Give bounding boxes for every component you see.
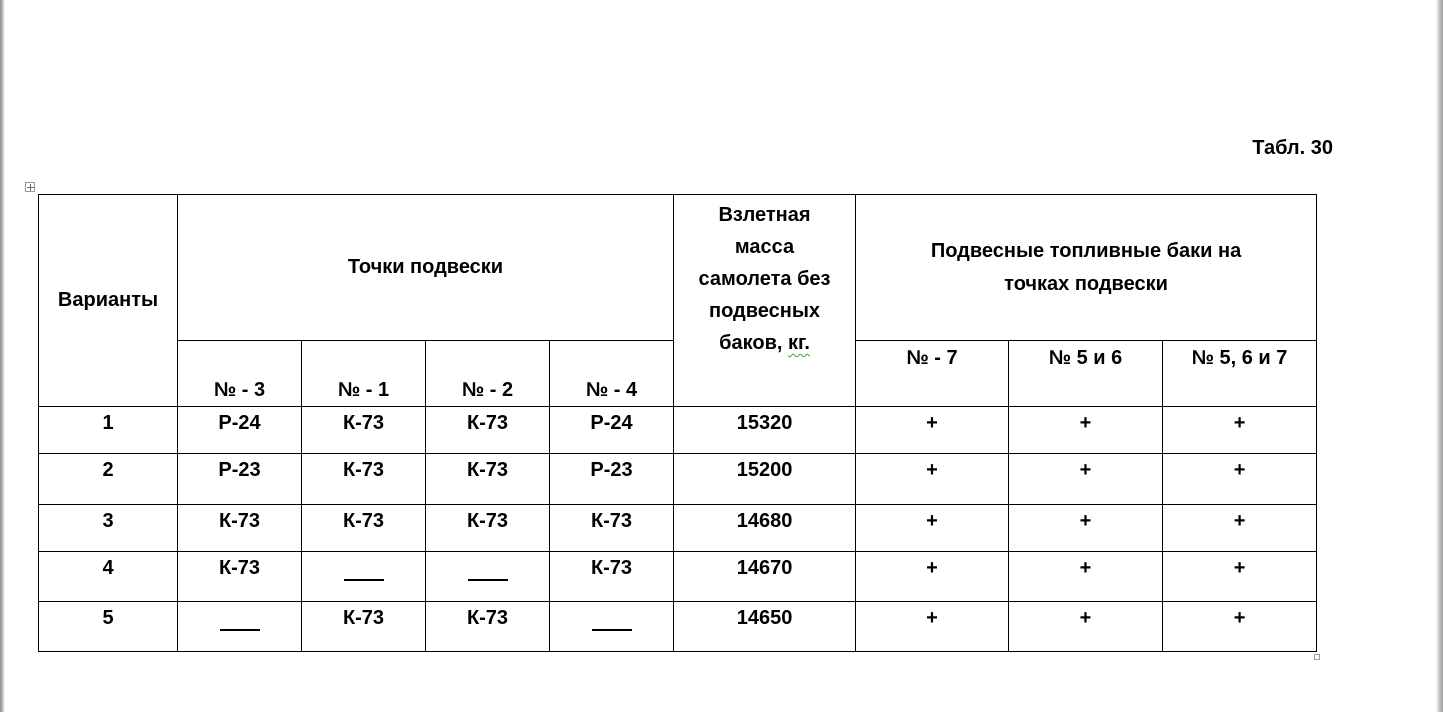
cell-point[interactable]: К-73 xyxy=(302,602,426,652)
header-fuel-tanks[interactable] xyxy=(856,195,1317,341)
table-row xyxy=(39,602,1317,652)
cell-point-empty[interactable] xyxy=(302,552,426,602)
table-row xyxy=(39,454,1317,505)
cell-mass[interactable]: 14680 xyxy=(674,505,856,552)
cell-point-empty[interactable] xyxy=(550,602,674,652)
cell-point[interactable]: К-73 xyxy=(178,505,302,552)
blank-line xyxy=(468,565,508,581)
cell-point[interactable]: К-73 xyxy=(302,505,426,552)
header-point-3[interactable]: № - 3 xyxy=(178,341,302,407)
cell-tank[interactable]: + xyxy=(856,552,1009,602)
cell-mass[interactable]: 15200 xyxy=(674,454,856,505)
cell-mass[interactable]: 15320 xyxy=(674,407,856,454)
cell-point[interactable]: К-73 xyxy=(550,505,674,552)
cell-point[interactable]: К-73 xyxy=(426,454,550,505)
cell-tank[interactable]: + xyxy=(1009,454,1163,505)
cell-tank[interactable]: + xyxy=(1163,602,1317,652)
cell-point[interactable]: Р-23 xyxy=(550,454,674,505)
cell-variant[interactable]: 3 xyxy=(39,505,178,552)
mass-line: баков, xyxy=(719,332,783,354)
tanks-line: Подвесные топливные баки на xyxy=(930,239,1242,262)
mass-line: масса xyxy=(734,236,795,258)
cell-tank[interactable]: + xyxy=(856,505,1009,552)
cell-variant[interactable]: 5 xyxy=(39,602,178,652)
blank-line xyxy=(344,565,384,581)
cell-point[interactable]: К-73 xyxy=(426,407,550,454)
table-row xyxy=(39,552,1317,602)
data-table xyxy=(38,194,1317,652)
cell-variant[interactable]: 1 xyxy=(39,407,178,454)
page-left-edge xyxy=(0,0,5,712)
cell-point[interactable]: Р-24 xyxy=(178,407,302,454)
mass-unit: кг. xyxy=(787,332,810,354)
cell-point[interactable]: К-73 xyxy=(178,552,302,602)
mass-line: подвесных xyxy=(709,300,821,322)
cell-tank[interactable]: + xyxy=(1009,505,1163,552)
header-tank-5-6-7[interactable]: № 5, 6 и 7 xyxy=(1163,341,1317,407)
cell-point[interactable]: К-73 xyxy=(426,602,550,652)
header-variants[interactable]: Варианты xyxy=(39,195,178,407)
blank-line xyxy=(592,615,632,631)
cell-point-empty[interactable] xyxy=(178,602,302,652)
header-suspension-points[interactable]: Точки подвески xyxy=(178,195,674,341)
page-right-edge xyxy=(1436,0,1443,712)
cell-tank[interactable]: + xyxy=(856,407,1009,454)
cell-mass[interactable]: 14670 xyxy=(674,552,856,602)
header-point-4[interactable]: № - 4 xyxy=(550,341,674,407)
header-row-top xyxy=(39,195,1317,341)
table-row xyxy=(39,407,1317,454)
cell-tank[interactable]: + xyxy=(856,454,1009,505)
cell-point[interactable]: К-73 xyxy=(550,552,674,602)
header-tank-5-6[interactable]: № 5 и 6 xyxy=(1009,341,1163,407)
cell-mass[interactable]: 14650 xyxy=(674,602,856,652)
table-resize-handle-icon[interactable] xyxy=(1314,654,1320,660)
header-takeoff-mass[interactable] xyxy=(674,195,856,407)
header-tank-7[interactable]: № - 7 xyxy=(856,341,1009,407)
table-row xyxy=(39,505,1317,552)
cell-variant[interactable]: 4 xyxy=(39,552,178,602)
mass-line: Взлетная xyxy=(718,204,811,226)
cell-tank[interactable]: + xyxy=(1163,407,1317,454)
mass-line: самолета без xyxy=(698,268,831,290)
cell-point-empty[interactable] xyxy=(426,552,550,602)
cell-tank[interactable]: + xyxy=(1009,407,1163,454)
cell-tank[interactable]: + xyxy=(856,602,1009,652)
cell-point[interactable]: Р-24 xyxy=(550,407,674,454)
table-caption: Табл. 30 xyxy=(1252,137,1333,159)
cell-point[interactable]: К-73 xyxy=(302,454,426,505)
cell-tank[interactable]: + xyxy=(1163,552,1317,602)
cell-tank[interactable]: + xyxy=(1009,552,1163,602)
table-move-handle-icon[interactable] xyxy=(25,182,35,192)
cell-point[interactable]: К-73 xyxy=(302,407,426,454)
cell-point[interactable]: К-73 xyxy=(426,505,550,552)
cell-tank[interactable]: + xyxy=(1163,505,1317,552)
header-point-2[interactable]: № - 2 xyxy=(426,341,550,407)
cell-tank[interactable]: + xyxy=(1163,454,1317,505)
cell-tank[interactable]: + xyxy=(1009,602,1163,652)
tanks-line: точках подвески xyxy=(1004,272,1168,295)
blank-line xyxy=(220,615,260,631)
cell-variant[interactable]: 2 xyxy=(39,454,178,505)
cell-point[interactable]: Р-23 xyxy=(178,454,302,505)
header-point-1[interactable]: № - 1 xyxy=(302,341,426,407)
